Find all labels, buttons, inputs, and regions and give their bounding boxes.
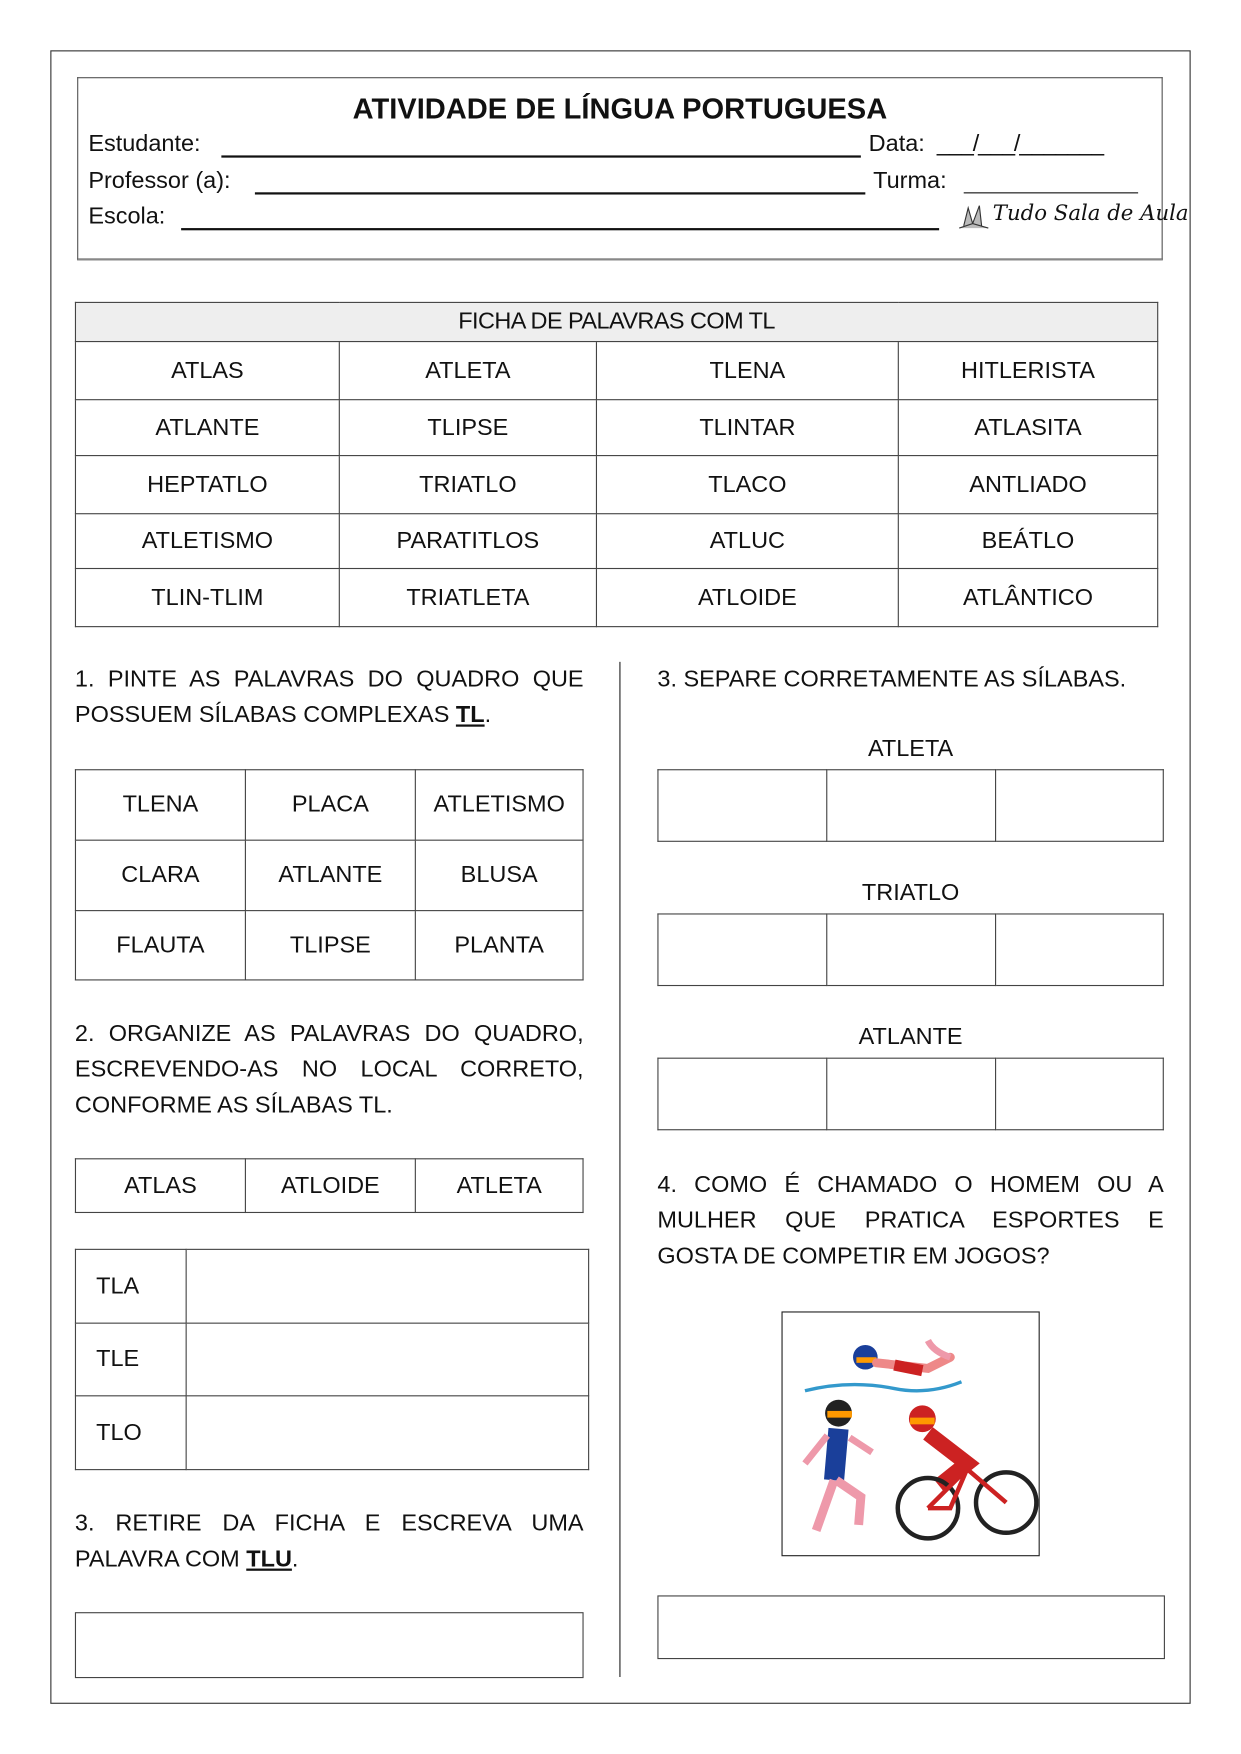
- q2-answer-cell[interactable]: [186, 1323, 588, 1396]
- q3a-text: [75, 1506, 584, 1578]
- syllable-boxes: [657, 769, 1163, 842]
- q4-line: 4. COMO É CHAMADO O HOMEM OU A: [657, 1171, 1164, 1198]
- ficha-cell: ATLETISMO: [75, 514, 339, 569]
- student-label: Estudante:: [88, 130, 201, 157]
- ficha-cell: ATLASITA: [898, 400, 1157, 456]
- ficha-cell: TLIPSE: [339, 400, 596, 456]
- syllable-boxes: [657, 913, 1163, 986]
- q1-cell[interactable]: ATLETISMO: [415, 770, 583, 840]
- ficha-cell: TLACO: [596, 456, 898, 514]
- q1-punct: .: [484, 702, 492, 728]
- q1-text: [75, 662, 584, 734]
- ficha-cell: ATLANTE: [75, 400, 339, 456]
- q4-line: GOSTA DE COMPETIR EM JOGOS?: [657, 1243, 1050, 1269]
- q1-cell[interactable]: BLUSA: [415, 840, 583, 910]
- ficha-cell: TRIATLO: [339, 456, 596, 514]
- syllable-box[interactable]: [658, 1058, 827, 1130]
- syllable-box[interactable]: [996, 914, 1164, 986]
- q1-cell[interactable]: PLACA: [245, 770, 415, 840]
- syllable-boxes: [657, 1058, 1163, 1131]
- q4-answer-box[interactable]: [657, 1595, 1165, 1659]
- teacher-label: Professor (a):: [88, 167, 231, 194]
- class-label: Turma:: [873, 167, 947, 194]
- ficha-cell: PARATITLOS: [339, 514, 596, 569]
- syllable-box[interactable]: [996, 770, 1164, 842]
- ficha-cell: BEÁTLO: [898, 514, 1157, 569]
- date-field[interactable]: ___/___/_______: [936, 130, 1103, 157]
- ficha-cell: TLENA: [596, 342, 898, 400]
- q3a-emphasis: TLU: [246, 1546, 292, 1572]
- page-title: ATIVIDADE DE LÍNGUA PORTUGUESA: [352, 91, 888, 126]
- q1-line: POSSUEM SÍLABAS COMPLEXAS: [74, 702, 456, 728]
- q1-cell[interactable]: FLAUTA: [75, 911, 245, 980]
- q1-cell[interactable]: PLANTA: [415, 911, 583, 980]
- q4-text: [657, 1167, 1163, 1274]
- q3a-punct: .: [291, 1546, 299, 1572]
- q1-cell[interactable]: TLIPSE: [245, 911, 415, 980]
- q3a-answer-box[interactable]: [75, 1612, 584, 1678]
- q2-answer-cell[interactable]: [186, 1396, 588, 1470]
- ficha-cell: TRIATLETA: [339, 569, 596, 627]
- q2-category: TLO: [75, 1396, 186, 1470]
- teacher-field[interactable]: [255, 192, 865, 194]
- q2-category: TLE: [75, 1323, 186, 1396]
- q2-words-table: [75, 1158, 584, 1213]
- q4-line: MULHER QUE PRATICA ESPORTES E: [657, 1207, 1164, 1234]
- q1-table: [75, 769, 584, 980]
- syllable-box[interactable]: [827, 1058, 996, 1130]
- q2-sort-table: [75, 1249, 589, 1470]
- q1-cell[interactable]: TLENA: [75, 770, 245, 840]
- ficha-cell: HEPTATLO: [75, 456, 339, 514]
- syllable-word: ATLANTE: [858, 1024, 963, 1050]
- book-logo-icon: [957, 201, 991, 230]
- q2-line: CONFORME AS SÍLABAS TL.: [74, 1092, 393, 1118]
- q2-word: ATLETA: [415, 1159, 583, 1213]
- q1-cell[interactable]: ATLANTE: [245, 840, 415, 910]
- school-label: Escola:: [88, 203, 166, 230]
- ficha-cell: ATLÂNTICO: [898, 569, 1157, 627]
- q1-emphasis: TL: [455, 702, 485, 728]
- syllable-box[interactable]: [827, 770, 996, 842]
- column-divider: [619, 662, 620, 1677]
- q2-answer-cell[interactable]: [186, 1249, 588, 1323]
- triathlon-illustration: [781, 1311, 1039, 1556]
- student-field[interactable]: [221, 155, 860, 157]
- ficha-cell: ANTLIADO: [898, 456, 1157, 514]
- syllable-box[interactable]: [996, 1058, 1164, 1130]
- ficha-table: [75, 302, 1158, 627]
- q2-word: ATLAS: [75, 1159, 245, 1213]
- ficha-cell: ATLETA: [339, 342, 596, 400]
- ficha-title: FICHA DE PALAVRAS COM TL: [75, 302, 1157, 341]
- ficha-cell: ATLUC: [596, 514, 898, 569]
- q1-cell[interactable]: CLARA: [75, 840, 245, 910]
- q2-word: ATLOIDE: [245, 1159, 415, 1213]
- logo-text: Tudo Sala de Aula: [992, 201, 1189, 226]
- q3a-line: 3. RETIRE DA FICHA E ESCREVA UMA: [74, 1510, 584, 1537]
- syllable-box[interactable]: [658, 914, 827, 986]
- ficha-cell: TLIN-TLIM: [75, 569, 339, 627]
- q2-category: TLA: [75, 1249, 186, 1323]
- ficha-cell: HITLERISTA: [898, 342, 1157, 400]
- q1-line: 1. PINTE AS PALAVRAS DO QUADRO QUE: [74, 666, 584, 693]
- q3b-title: 3. SEPARE CORRETAMENTE AS SÍLABAS.: [657, 666, 1127, 693]
- ficha-cell: ATLOIDE: [596, 569, 898, 627]
- date-label: Data:: [868, 130, 925, 157]
- syllable-box[interactable]: [658, 770, 827, 842]
- header-box: [77, 77, 1163, 260]
- q2-line: 2. ORGANIZE AS PALAVRAS DO QUADRO,: [74, 1020, 584, 1047]
- q2-line: ESCREVENDO-AS NO LOCAL CORRETO,: [74, 1056, 584, 1083]
- class-field[interactable]: [964, 192, 1138, 193]
- q3a-line: PALAVRA COM: [74, 1546, 247, 1572]
- ficha-cell: TLINTAR: [596, 400, 898, 456]
- syllable-box[interactable]: [827, 914, 996, 986]
- q2-text: [75, 1016, 584, 1123]
- ficha-cell: ATLAS: [75, 342, 339, 400]
- syllable-word: TRIATLO: [861, 879, 960, 906]
- school-field[interactable]: [181, 228, 939, 230]
- syllable-word: ATLETA: [867, 735, 954, 762]
